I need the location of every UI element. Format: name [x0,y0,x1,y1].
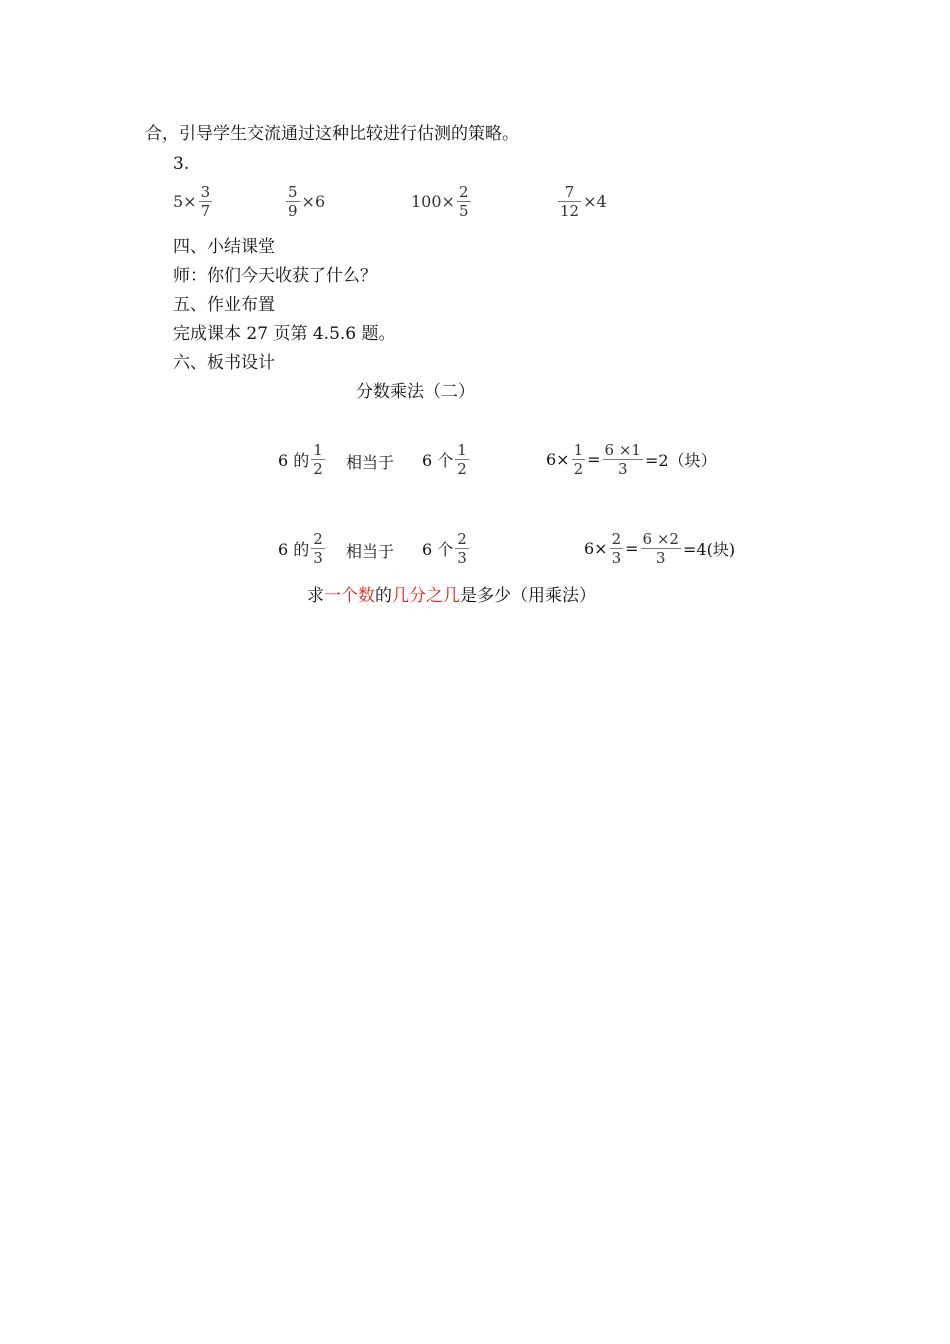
fraction-denominator: 3 [617,460,628,478]
fraction-denominator: 12 [560,202,580,220]
equals-sign: = [587,450,601,469]
fraction-numerator: 1 [573,441,584,459]
fraction-numerator: 5 [288,183,298,201]
fraction-denominator: 7 [200,202,211,220]
exercise-item-4 [556,184,607,219]
exercise-suffix: ×6 [301,192,326,211]
fraction-numerator: 2 [611,530,622,548]
conclusion-highlight-fraction: 几分之几 [392,586,460,606]
fraction [455,442,469,477]
fraction [455,531,469,566]
fraction-numerator: 1 [313,441,323,459]
fraction-numerator: 6 ×2 [642,530,679,548]
board-conclusion [307,585,596,607]
result-text: =2（块） [644,451,717,470]
fraction-numerator: 2 [313,530,323,548]
homework-text: 完成课本 27 页第 4.5.6 题。 [173,324,396,344]
fraction [610,531,624,566]
board-title: 分数乘法（二） [356,382,475,402]
fraction [457,184,471,219]
fraction-denominator: 3 [313,549,323,567]
conclusion-part: 是多少（用乘法） [460,586,596,606]
exercise-prefix: 100× [411,192,455,211]
conclusion-part: 的 [375,586,392,606]
board-row-1-equation [546,442,717,477]
fraction-denominator: 3 [457,549,467,567]
board-row-2-mid: 相当于 [346,542,395,561]
fraction [641,531,681,566]
board-row-1-right [422,442,471,477]
exercise-number: 3. [173,154,190,174]
board-row-2-equation [584,531,735,566]
fraction [311,531,325,566]
conclusion-highlight-one-number: 一个数 [324,586,375,606]
equals-sign: = [625,539,639,558]
fraction [603,442,643,477]
fraction-denominator: 3 [611,549,622,567]
fraction-numerator: 7 [564,183,575,201]
fraction [199,184,213,219]
fraction-numerator: 2 [457,530,467,548]
section-heading-board: 六、板书设计 [173,353,275,373]
fraction-numerator: 2 [458,183,469,201]
board-text: 6 个 [422,540,454,559]
board-row-2-right [422,531,471,566]
fraction-numerator: 1 [457,441,467,459]
fraction-denominator: 2 [313,460,323,478]
section-heading-homework: 五、作业布置 [173,295,275,315]
conclusion-part: 求 [307,586,324,606]
teacher-question: 师：你们今天收获了什么？ [173,266,377,286]
fraction-denominator: 5 [458,202,469,220]
fraction [558,184,581,219]
exercise-item-2 [284,184,325,219]
fraction-denominator: 9 [288,202,298,220]
board-row-1-left [278,442,327,477]
fraction-denominator: 2 [573,460,584,478]
paragraph-continuation: 合，引导学生交流通过这种比较进行估测的策略。 [145,124,519,144]
fraction-denominator: 3 [655,549,666,567]
exercise-item-3 [411,184,473,219]
board-text: 6 的 [278,451,310,470]
fraction-numerator: 6 ×1 [604,441,641,459]
fraction [286,184,300,219]
board-text: 6× [584,539,608,558]
section-heading-summary: 四、小结课堂 [173,237,275,257]
exercise-prefix: 5× [173,192,197,211]
board-text: 6 的 [278,540,310,559]
fraction-numerator: 3 [200,183,211,201]
board-text: 6 个 [422,451,454,470]
fraction [311,442,325,477]
fraction-denominator: 2 [457,460,467,478]
result-text: =4(块) [682,540,736,559]
exercise-suffix: ×4 [583,192,607,211]
board-row-2-left [278,531,327,566]
exercise-item-1 [173,184,214,219]
board-row-1-mid: 相当于 [346,453,395,472]
board-text: 6× [546,450,570,469]
fraction [572,442,586,477]
